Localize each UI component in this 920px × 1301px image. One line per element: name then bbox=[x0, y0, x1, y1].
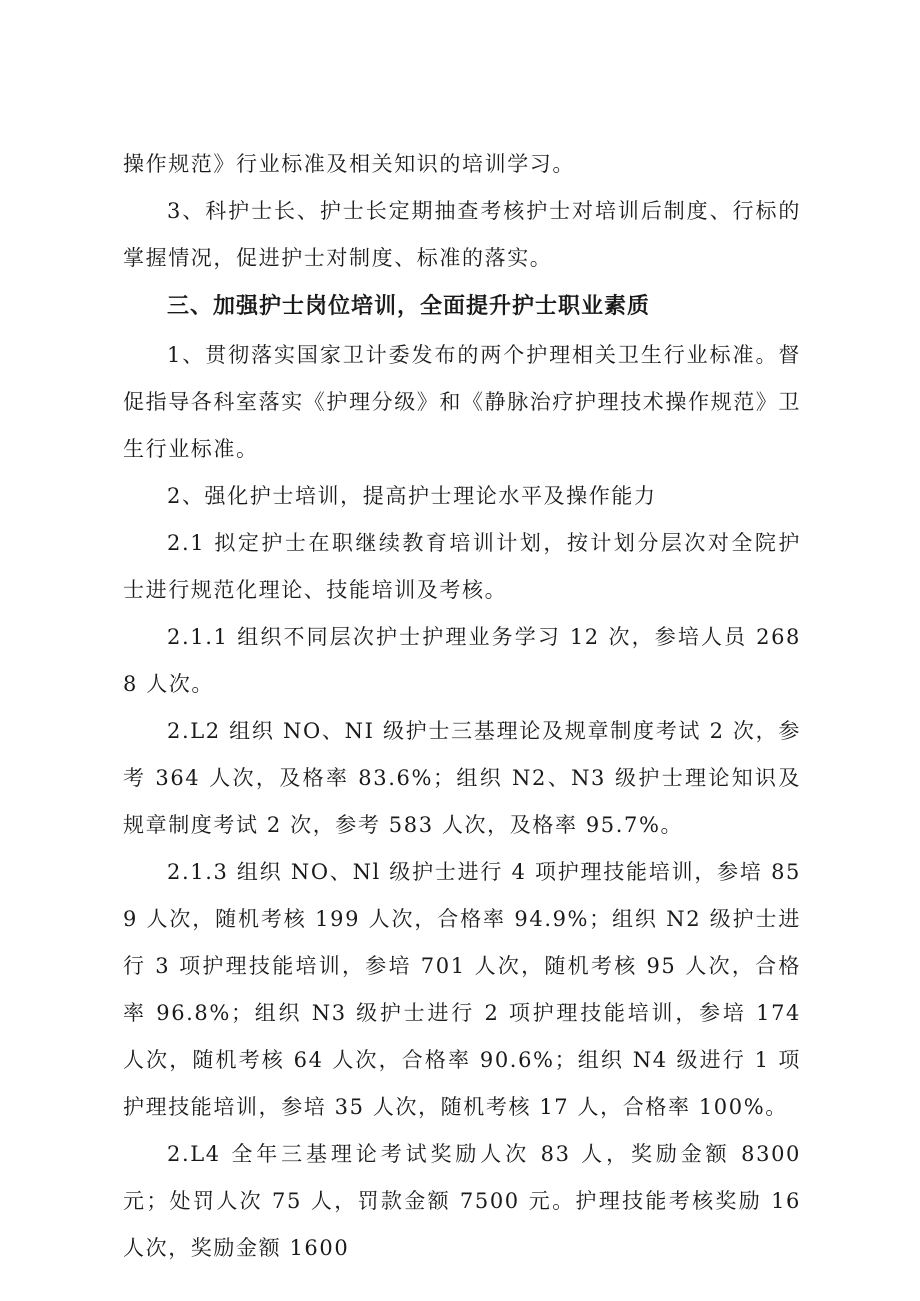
paragraph-item-3: 3、科护士长、护士长定期抽查考核护士对培训后制度、行标的掌握情况，促进护士对制度、标准的落实。 bbox=[123, 199, 801, 270]
paragraph-item-2-1-4: 2.L4 全年三基理论考试奖励人次 83 人，奖励金额 8300 元；处罚人次 75 人，罚款金额 7500 元。护理技能考核奖励 16 人次，奖励金额 1600 bbox=[123, 1142, 801, 1260]
paragraph-item-2-1-2: 2.L2 组织 NO、NI 级护士三基理论及规章制度考试 2 次，参考 364 人次，及格率 83.6%；组织 N2、N3 级护士理论知识及规章制度考试 2 次，参考 583 人次，及格率 95.7%。 bbox=[123, 719, 801, 837]
section-heading-3: 三、加强护士岗位培训，全面提升护士职业素质 bbox=[167, 294, 651, 319]
paragraph-item-2-1: 2.1 拟定护士在职继续教育培训计划，按计划分层次对全院护士进行规范化理论、技能培训及考核。 bbox=[123, 531, 801, 602]
paragraph-continuation: 操作规范》行业标准及相关知识的培训学习。 bbox=[123, 152, 575, 176]
document-body bbox=[123, 141, 801, 1272]
paragraph-item-2-1-1: 2.1.1 组织不同层次护士护理业务学习 12 次，参培人员 2688 人次。 bbox=[123, 625, 801, 696]
paragraph-item-1: 1、贯彻落实国家卫计委发布的两个护理相关卫生行业标准。督促指导各科室落实《护理分级》和《静脉治疗护理技术操作规范》卫生行业标准。 bbox=[123, 343, 801, 461]
paragraph-item-2: 2、强化护士培训，提高护士理论水平及操作能力 bbox=[167, 484, 657, 508]
paragraph-item-2-1-3: 2.1.3 组织 NO、Nl 级护士进行 4 项护理技能培训，参培 859 人次，随机考核 199 人次，合格率 94.9%；组织 N2 级护士进行 3 项护理技能培训，参培 701 人次，随机考核 95 人次，合格率 96.8%；组织 N3 级护士进行 2 项护理技能培训，参培 174 人次，随机考核 64 人次，合格率 90.6%；组织 N4 级进行 1 项护理技能培训，参培 35 人次，随机考核 17 人，合格率 100%。 bbox=[123, 860, 801, 1119]
